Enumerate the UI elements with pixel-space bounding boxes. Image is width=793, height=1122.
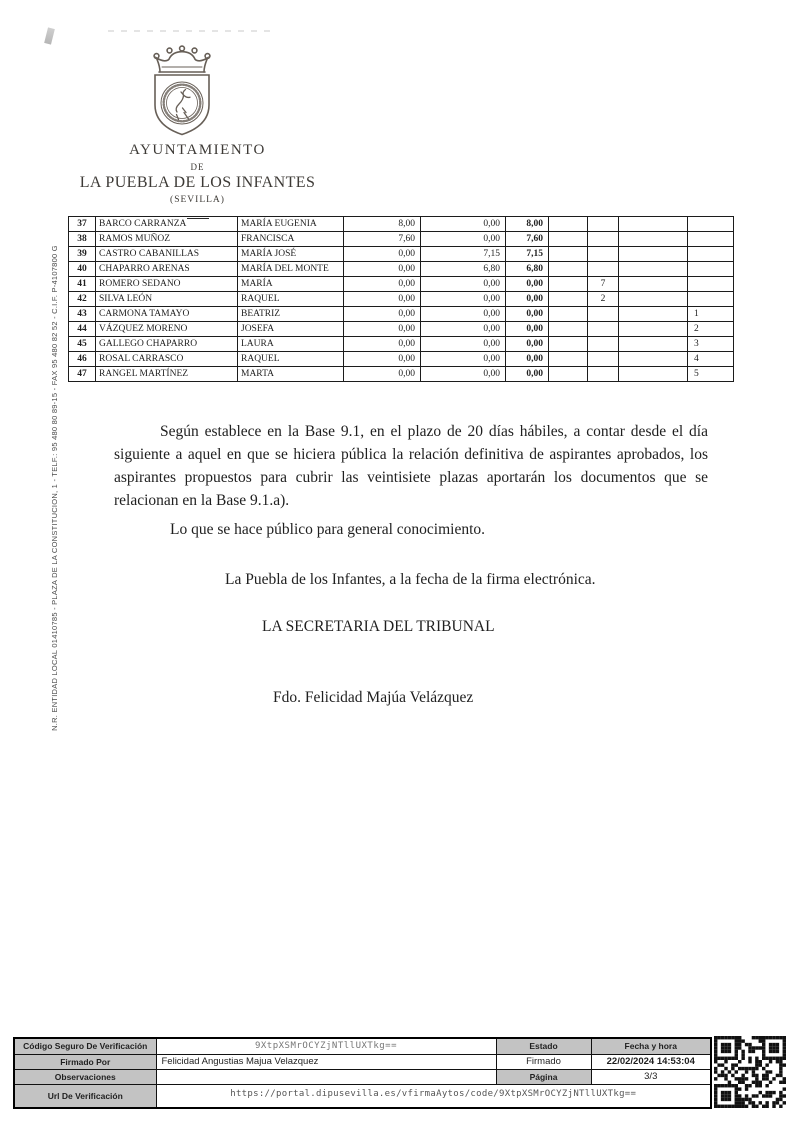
results-table-body xyxy=(69,217,734,382)
cell-total: 7,60 xyxy=(506,232,549,247)
table-row xyxy=(69,337,734,352)
cell-c7 xyxy=(549,277,588,292)
place-and-date-line: La Puebla de los Infantes, a la fecha de la firma electrónica. xyxy=(225,571,596,588)
cell-c7 xyxy=(549,322,588,337)
cell-num: 45 xyxy=(69,337,96,352)
cell-s2: 0,00 xyxy=(421,337,506,352)
cell-s1: 0,00 xyxy=(344,292,421,307)
verification-cell-label: Código Seguro De Verificación xyxy=(14,1038,156,1054)
cell-num: 43 xyxy=(69,307,96,322)
cell-c7 xyxy=(549,352,588,367)
cell-total: 0,00 xyxy=(506,307,549,322)
cell-c7 xyxy=(549,262,588,277)
cell-total: 6,80 xyxy=(506,262,549,277)
verification-cell-date: 22/02/2024 14:53:04 xyxy=(591,1054,711,1069)
paragraph-base-9-1: Según establece en la Base 9.1, en el plazo de 20 días hábiles, a contar desde el día siguiente a aquel en que se hiciera pública la relación definitiva de aspirantes aprobados, los aspirantes propuestos para cubrir las veintisiete plazas aportarán los documentos que se relacionan en la Base 9.1.a). xyxy=(114,423,708,509)
cell-surname: BARCO CARRANZA xyxy=(96,217,238,232)
scan-artifact-line xyxy=(108,30,276,32)
cell-s2: 0,00 xyxy=(421,352,506,367)
cell-c10 xyxy=(688,292,734,307)
verification-cell-label: Página xyxy=(496,1069,591,1084)
cell-total: 8,00 xyxy=(506,217,549,232)
cell-s1: 8,00 xyxy=(344,217,421,232)
cell-s1: 0,00 xyxy=(344,247,421,262)
qr-code xyxy=(714,1036,786,1108)
cell-c10 xyxy=(688,232,734,247)
cell-surname: GALLEGO CHAPARRO xyxy=(96,337,238,352)
cell-c8 xyxy=(588,322,619,337)
verification-cell-label: Observaciones xyxy=(14,1069,156,1084)
cell-total: 0,00 xyxy=(506,292,549,307)
cell-c10: 1 xyxy=(688,307,734,322)
cell-c8 xyxy=(588,232,619,247)
cell-c8 xyxy=(588,367,619,382)
cell-c9 xyxy=(619,217,688,232)
cell-name: FRANCISCA xyxy=(238,232,344,247)
verification-cell-label: Firmado Por xyxy=(14,1054,156,1069)
cell-num: 38 xyxy=(69,232,96,247)
cell-s1: 0,00 xyxy=(344,262,421,277)
verification-cell-code: 9XtpXSMrOCYZjNTllUXTkg== xyxy=(156,1038,496,1054)
cell-surname: ROSAL CARRASCO xyxy=(96,352,238,367)
cell-surname: ROMERO SEDANO xyxy=(96,277,238,292)
verification-cell-name-val: Felicidad Angustias Majua Velazquez xyxy=(156,1054,496,1069)
cell-num: 47 xyxy=(69,367,96,382)
cell-name: MARTA xyxy=(238,367,344,382)
cell-s2: 0,00 xyxy=(421,367,506,382)
verification-cell-center: 3/3 xyxy=(591,1069,711,1084)
cell-name: JOSEFA xyxy=(238,322,344,337)
cell-c10 xyxy=(688,262,734,277)
table-row xyxy=(69,307,734,322)
cell-c10: 2 xyxy=(688,322,734,337)
cell-name: MARÍA EUGENIA xyxy=(238,217,344,232)
verification-row xyxy=(14,1038,711,1054)
cell-surname: CARMONA TAMAYO xyxy=(96,307,238,322)
cell-c10: 3 xyxy=(688,337,734,352)
cell-name: MARÍA JOSÉ xyxy=(238,247,344,262)
cell-s1: 0,00 xyxy=(344,277,421,292)
cell-c8: 7 xyxy=(588,277,619,292)
cell-total: 0,00 xyxy=(506,352,549,367)
cell-s1: 0,00 xyxy=(344,337,421,352)
cell-c9 xyxy=(619,367,688,382)
organization-name: AYUNTAMIENTO xyxy=(129,142,266,158)
verification-row xyxy=(14,1054,711,1069)
cell-s2: 0,00 xyxy=(421,217,506,232)
cell-c8 xyxy=(588,217,619,232)
municipality-name: LA PUEBLA DE LOS INFANTES xyxy=(79,174,316,191)
cell-surname: RAMOS MUÑOZ xyxy=(96,232,238,247)
cell-c7 xyxy=(549,232,588,247)
cell-s1: 0,00 xyxy=(344,367,421,382)
cell-c8: 2 xyxy=(588,292,619,307)
cell-c8 xyxy=(588,262,619,277)
cell-num: 44 xyxy=(69,322,96,337)
cell-s2: 0,00 xyxy=(421,322,506,337)
results-table xyxy=(68,216,734,382)
cell-s1: 0,00 xyxy=(344,307,421,322)
table-row xyxy=(69,277,734,292)
cell-name: MARÍA xyxy=(238,277,344,292)
verification-cell-label: Url De Verificación xyxy=(14,1084,156,1108)
cell-c9 xyxy=(619,337,688,352)
cell-c9 xyxy=(619,232,688,247)
table-row xyxy=(69,262,734,277)
table-row xyxy=(69,322,734,337)
cell-name: RAQUEL xyxy=(238,292,344,307)
table-row xyxy=(69,232,734,247)
verification-cell-label: Fecha y hora xyxy=(591,1038,711,1054)
cell-c7 xyxy=(549,337,588,352)
scan-artifact-smudge xyxy=(44,27,55,44)
cell-c9 xyxy=(619,292,688,307)
verification-cell-label: Estado xyxy=(496,1038,591,1054)
cell-c9 xyxy=(619,247,688,262)
cell-total: 0,00 xyxy=(506,277,549,292)
cell-surname: VÁZQUEZ MORENO xyxy=(96,322,238,337)
scan-overline-artifact xyxy=(187,218,209,220)
cell-s1: 7,60 xyxy=(344,232,421,247)
table-row xyxy=(69,367,734,382)
cell-name: LAURA xyxy=(238,337,344,352)
cell-total: 0,00 xyxy=(506,337,549,352)
cell-total: 0,00 xyxy=(506,322,549,337)
cell-num: 39 xyxy=(69,247,96,262)
cell-total: 0,00 xyxy=(506,367,549,382)
cell-c10: 4 xyxy=(688,352,734,367)
cell-surname: SILVA LEÓN xyxy=(96,292,238,307)
cell-c9 xyxy=(619,307,688,322)
secretary-title-line: LA SECRETARIA DEL TRIBUNAL xyxy=(262,618,495,635)
letterhead xyxy=(70,142,325,205)
cell-num: 37 xyxy=(69,217,96,232)
signed-by-line: Fdo. Felicidad Majúa Velázquez xyxy=(273,689,474,706)
cell-c10 xyxy=(688,217,734,232)
cell-num: 46 xyxy=(69,352,96,367)
cell-num: 40 xyxy=(69,262,96,277)
coat-of-arms-icon xyxy=(143,42,221,151)
cell-name: RAQUEL xyxy=(238,352,344,367)
cell-c8 xyxy=(588,247,619,262)
cell-c7 xyxy=(549,367,588,382)
cell-s2: 7,15 xyxy=(421,247,506,262)
cell-c7 xyxy=(549,217,588,232)
verification-row xyxy=(14,1084,711,1108)
cell-c10: 5 xyxy=(688,367,734,382)
cell-surname: CASTRO CABANILLAS xyxy=(96,247,238,262)
cell-s2: 0,00 xyxy=(421,232,506,247)
verification-table-body xyxy=(14,1038,711,1108)
cell-c7 xyxy=(549,292,588,307)
table-row xyxy=(69,292,734,307)
cell-s2: 0,00 xyxy=(421,292,506,307)
cell-c9 xyxy=(619,262,688,277)
cell-total: 7,15 xyxy=(506,247,549,262)
verification-cell-url: https://portal.dipusevilla.es/vfirmaAytos/code/9XtpXSMrOCYZjNTllUXTkg== xyxy=(156,1084,711,1108)
cell-surname: RANGEL MARTÍNEZ xyxy=(96,367,238,382)
cell-c9 xyxy=(619,277,688,292)
table-row xyxy=(69,247,734,262)
cell-name: MARÍA DEL MONTE xyxy=(238,262,344,277)
cell-num: 42 xyxy=(69,292,96,307)
cell-num: 41 xyxy=(69,277,96,292)
cell-s2: 0,00 xyxy=(421,277,506,292)
table-row xyxy=(69,217,734,232)
cell-s1: 0,00 xyxy=(344,352,421,367)
verification-row xyxy=(14,1069,711,1084)
cell-c8 xyxy=(588,352,619,367)
cell-c9 xyxy=(619,352,688,367)
cell-c7 xyxy=(549,307,588,322)
cell-s1: 0,00 xyxy=(344,322,421,337)
cell-c8 xyxy=(588,337,619,352)
cell-c8 xyxy=(588,307,619,322)
cell-s2: 0,00 xyxy=(421,307,506,322)
verification-cell-name-val xyxy=(156,1069,496,1084)
cell-c9 xyxy=(619,322,688,337)
cell-c10 xyxy=(688,277,734,292)
verification-cell-center: Firmado xyxy=(496,1054,591,1069)
cell-c10 xyxy=(688,247,734,262)
verification-table xyxy=(13,1037,712,1109)
cell-surname: CHAPARRO ARENAS xyxy=(96,262,238,277)
public-notice-line: Lo que se hace público para general conocimiento. xyxy=(170,521,486,538)
cell-s2: 6,80 xyxy=(421,262,506,277)
province-name: (SEVILLA) xyxy=(170,195,225,205)
organization-de: DE xyxy=(190,162,205,172)
sidebar-entity-info: N.R. ENTIDAD LOCAL 01410785 - PLAZA DE LA CONSTITUCION, 1 - TELF.: 95 480 80 89-15 - FAX 95 480 82 52 - C.I.F. P-4107800 G xyxy=(50,245,59,731)
cell-c7 xyxy=(549,247,588,262)
table-row xyxy=(69,352,734,367)
cell-name: BEATRIZ xyxy=(238,307,344,322)
